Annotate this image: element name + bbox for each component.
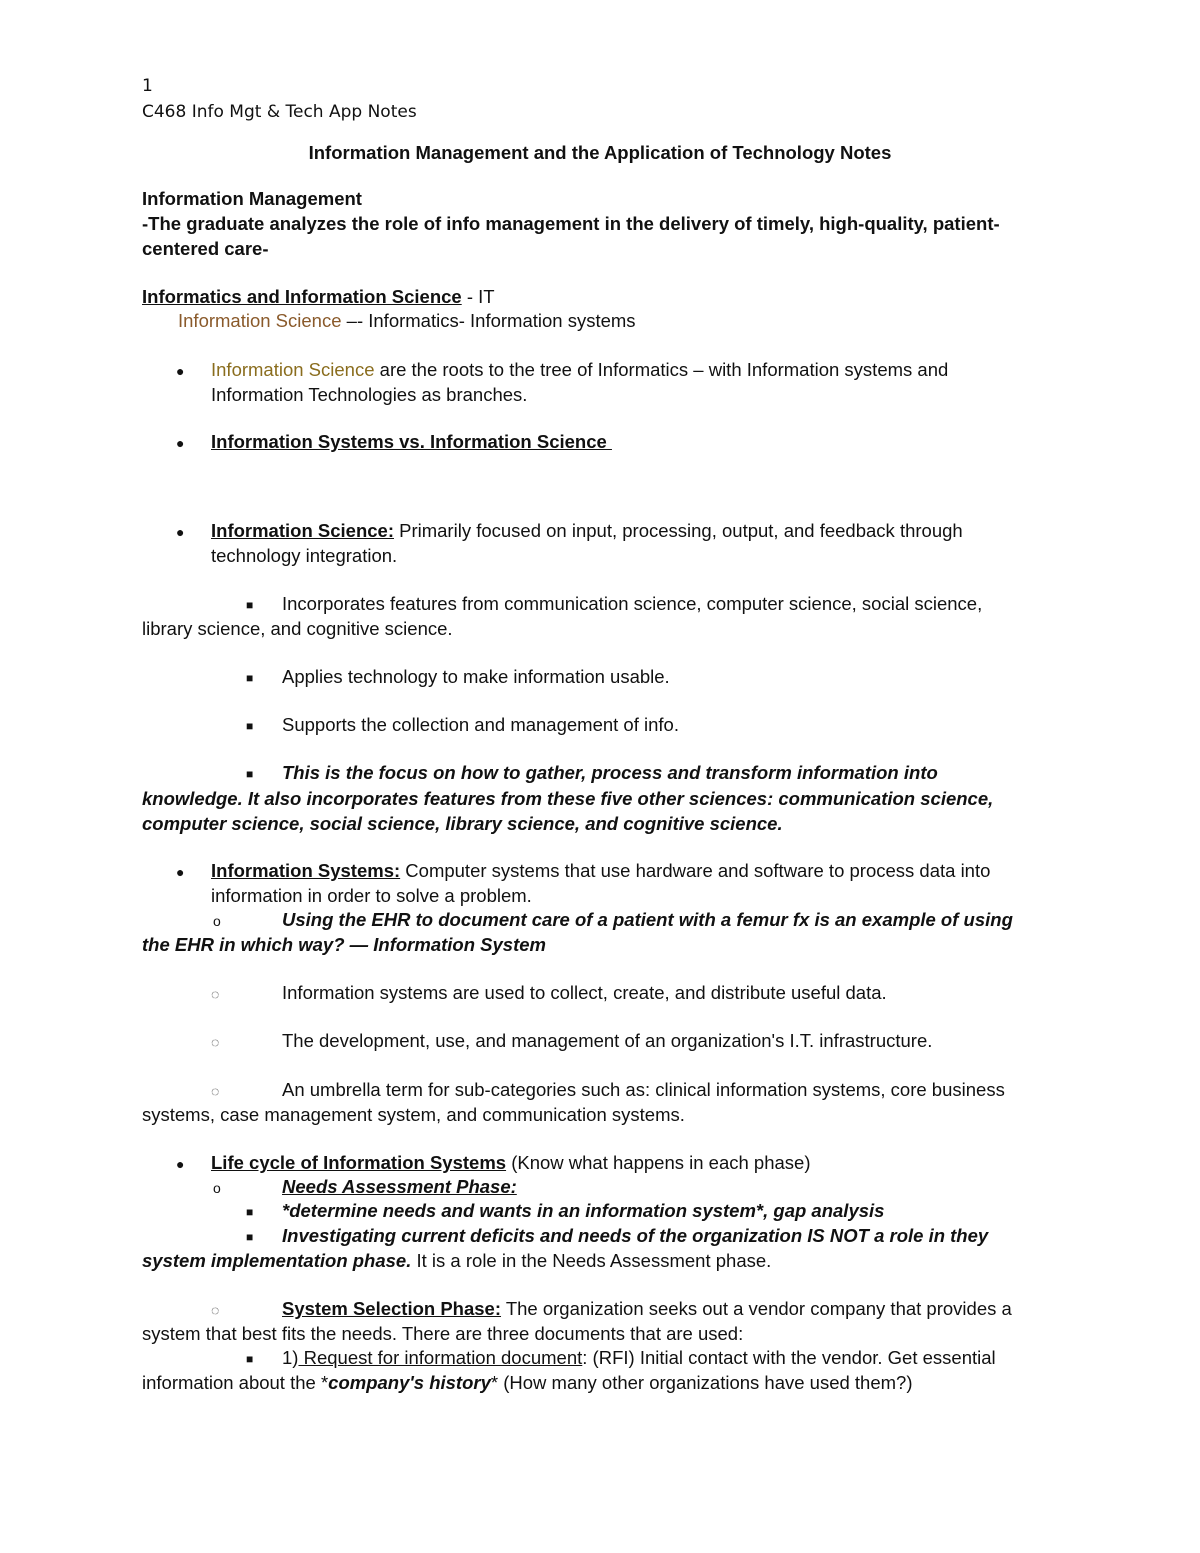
sci-sub1-line-2: library science, and cognitive science. bbox=[142, 618, 453, 639]
sci-sub4-line-2: knowledge. It also incorporates features from these five other sciences: communication science, bbox=[142, 788, 994, 809]
roots-rest-1: are the roots to the tree of Informatics – with Information systems and bbox=[374, 359, 949, 380]
rfi-line-2-b: company's history bbox=[328, 1372, 491, 1393]
bullet-disc-icon: ● bbox=[176, 864, 185, 880]
square-bullet-icon: ■ bbox=[246, 767, 254, 781]
needs-item-2-line-1: Investigating current deficits and needs of the organization IS NOT a role in they bbox=[282, 1225, 989, 1246]
sci-sub1-line-1: Incorporates features from communication science, computer science, social science, bbox=[282, 593, 983, 614]
sys-question-line-1: Using the EHR to document care of a patient with a femur fx is an example of using bbox=[282, 909, 1013, 930]
needs-item-2-line-2 bbox=[142, 1249, 771, 1273]
square-bullet-icon: ■ bbox=[246, 1230, 254, 1244]
selection-term: System Selection Phase: bbox=[282, 1298, 502, 1319]
circle-bullet-icon: o bbox=[213, 913, 221, 929]
needs-item-1: *determine needs and wants in an information system*, gap analysis bbox=[282, 1200, 885, 1221]
informatics-subline bbox=[178, 309, 636, 333]
rfi-line-2-c: * (How many other organizations have used them?) bbox=[490, 1372, 913, 1393]
informatics-sub-colored: Information Science bbox=[178, 310, 342, 331]
informatics-heading-suffix: - IT bbox=[461, 286, 495, 307]
doc-label: C468 Info Mgt & Tech App Notes bbox=[142, 102, 417, 122]
sci-def-line-1 bbox=[211, 519, 963, 543]
needs-item-2-bold: system implementation phase. bbox=[142, 1250, 412, 1271]
sci-def-line-2: technology integration. bbox=[211, 545, 398, 566]
square-bullet-icon: ■ bbox=[246, 1352, 254, 1366]
lifecycle-line bbox=[211, 1151, 810, 1175]
doc-title: Information Management and the Application of Technology Notes bbox=[308, 142, 892, 163]
bullet-disc-icon: ● bbox=[176, 435, 185, 451]
informatics-sub-rest: –- Informatics- Information systems bbox=[341, 310, 636, 331]
informatics-heading: Informatics and Information Science bbox=[142, 286, 462, 307]
sys-sub1: Information systems are used to collect, create, and distribute useful data. bbox=[282, 982, 887, 1003]
lifecycle-term: Life cycle of Information Systems bbox=[211, 1152, 507, 1173]
sci-sub3: Supports the collection and management of info. bbox=[282, 714, 679, 735]
sys-def-line-1 bbox=[211, 859, 990, 883]
circle-bullet-icon: o bbox=[213, 1180, 221, 1196]
rfi-term: Request for information document bbox=[298, 1347, 583, 1368]
dotted-circle-icon: ◌ bbox=[211, 1083, 220, 1099]
sys-def-line-2: information in order to solve a problem. bbox=[211, 885, 532, 906]
dotted-circle-icon: ◌ bbox=[211, 1034, 220, 1050]
sys-def-1: Computer systems that use hardware and software to process data into bbox=[400, 860, 991, 881]
roots-line-2: Information Technologies as branches. bbox=[211, 384, 528, 405]
sys-term: Information Systems: bbox=[211, 860, 401, 881]
rfi-line-2-a: information about the * bbox=[142, 1372, 329, 1393]
square-bullet-icon: ■ bbox=[246, 719, 254, 733]
sci-sub4-line-3: computer science, social science, library science, and cognitive science. bbox=[142, 813, 783, 834]
selection-def-1: The organization seeks out a vendor company that provides a bbox=[501, 1298, 1012, 1319]
bullet-disc-icon: ● bbox=[176, 524, 185, 540]
needs-phase-heading: Needs Assessment Phase: bbox=[282, 1176, 517, 1197]
selection-def-2: system that best fits the needs. There are three documents that are used: bbox=[142, 1323, 744, 1344]
needs-item-2-rest: It is a role in the Needs Assessment phase. bbox=[411, 1250, 772, 1271]
info-mgmt-desc-2: centered care- bbox=[142, 238, 269, 259]
sci-term: Information Science: bbox=[211, 520, 394, 541]
sci-sub4-line-1: This is the focus on how to gather, process and transform information into bbox=[282, 762, 938, 783]
rfi-line-2 bbox=[142, 1371, 913, 1395]
roots-line-1 bbox=[211, 358, 948, 382]
dotted-circle-icon: ◌ bbox=[211, 986, 220, 1002]
sci-sub2: Applies technology to make information usable. bbox=[282, 666, 670, 687]
sys-sub3-line-2: systems, case management system, and communication systems. bbox=[142, 1104, 685, 1125]
info-mgmt-desc-1: -The graduate analyzes the role of info management in the delivery of timely, high-quality, patient- bbox=[142, 213, 1000, 234]
bullet-disc-icon: ● bbox=[176, 1156, 185, 1172]
lifecycle-rest: (Know what happens in each phase) bbox=[506, 1152, 811, 1173]
selection-line-1 bbox=[282, 1297, 1012, 1321]
rfi-line-1 bbox=[282, 1346, 996, 1370]
page-number: 1 bbox=[142, 76, 153, 96]
informatics-heading-line bbox=[142, 285, 495, 309]
sys-sub3-line-1: An umbrella term for sub-categories such as: clinical information systems, core business bbox=[282, 1079, 1005, 1100]
sci-def-1: Primarily focused on input, processing, output, and feedback through bbox=[393, 520, 963, 541]
sys-sub2: The development, use, and management of an organization's I.T. infrastructure. bbox=[282, 1030, 933, 1051]
square-bullet-icon: ■ bbox=[246, 671, 254, 685]
rfi-rest: : (RFI) Initial contact with the vendor. Get essential bbox=[582, 1347, 996, 1368]
square-bullet-icon: ■ bbox=[246, 598, 254, 612]
sys-question-line-2: the EHR in which way? — Information System bbox=[142, 934, 546, 955]
dotted-circle-icon: ◌ bbox=[211, 1302, 220, 1318]
rfi-number: 1) bbox=[282, 1347, 299, 1368]
roots-colored: Information Science bbox=[211, 359, 375, 380]
bullet-disc-icon: ● bbox=[176, 363, 185, 379]
info-mgmt-heading: Information Management bbox=[142, 188, 362, 209]
square-bullet-icon: ■ bbox=[246, 1205, 254, 1219]
sys-vs-sci-heading: Information Systems vs. Information Science bbox=[211, 431, 612, 452]
